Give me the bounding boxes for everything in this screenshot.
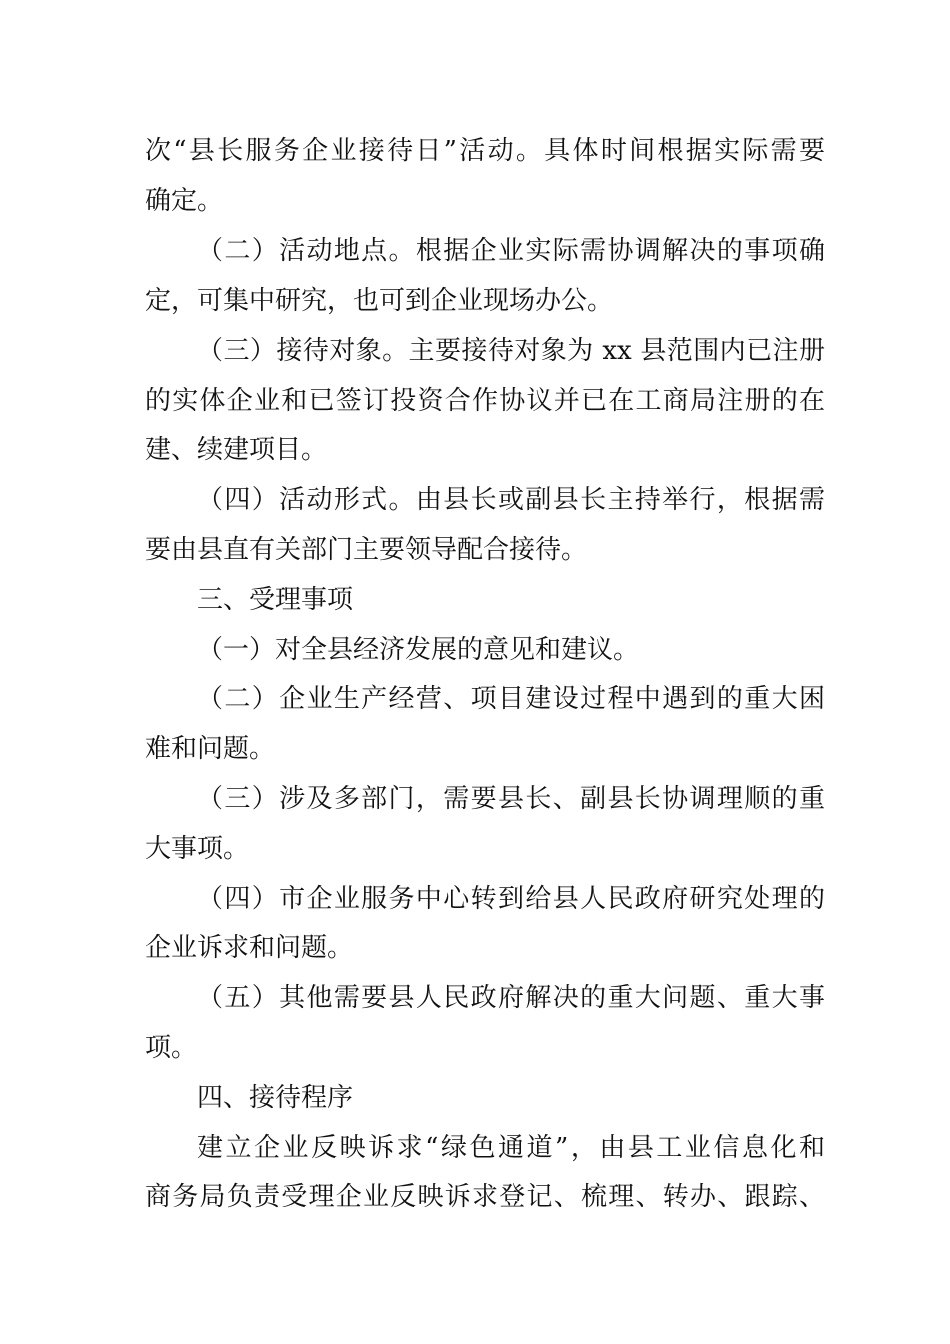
- paragraph-line: （二）活动地点。根据企业实际需协调解决的事项确: [197, 236, 825, 266]
- paragraph-line: （四）活动形式。由县长或副县长主持举行，根据需: [197, 485, 825, 515]
- paragraph-line: 商务局负责受理企业反映诉求登记、梳理、转办、跟踪、: [145, 1182, 825, 1212]
- paragraph-line: 要由县直有关部门主要领导配合接待。: [145, 535, 588, 565]
- paragraph-line: 企业诉求和问题。: [145, 933, 354, 963]
- paragraph-line: 建、续建项目。: [145, 435, 328, 465]
- paragraph-line: 次“县长服务企业接待日”活动。具体时间根据实际需要: [145, 136, 825, 166]
- paragraph-line: （三）涉及多部门，需要县长、副县长协调理顺的重: [197, 784, 825, 814]
- section-heading: 三、受理事项: [197, 585, 354, 615]
- paragraph-line: 项。: [145, 1033, 198, 1063]
- section-heading: 四、接待程序: [197, 1083, 354, 1113]
- paragraph-line: 建立企业反映诉求“绿色通道”，由县工业信息化和: [197, 1133, 825, 1163]
- paragraph-line: （三）接待对象。主要接待对象为 xx 县范围内已注册: [197, 336, 825, 366]
- paragraph-line: （二）企业生产经营、项目建设过程中遇到的重大困: [197, 684, 825, 714]
- paragraph-line: 大事项。: [145, 834, 250, 864]
- paragraph-line: 的实体企业和已签订投资合作协议并已在工商局注册的在: [145, 386, 825, 416]
- paragraph-line: （五）其他需要县人民政府解决的重大问题、重大事: [197, 983, 825, 1013]
- paragraph-line: （一）对全县经济发展的意见和建议。: [197, 635, 640, 665]
- paragraph-line: 定，可集中研究，也可到企业现场办公。: [145, 286, 614, 316]
- paragraph-line: （四）市企业服务中心转到给县人民政府研究处理的: [197, 884, 825, 914]
- paragraph-line: 确定。: [145, 186, 224, 216]
- paragraph-line: 难和问题。: [145, 734, 276, 764]
